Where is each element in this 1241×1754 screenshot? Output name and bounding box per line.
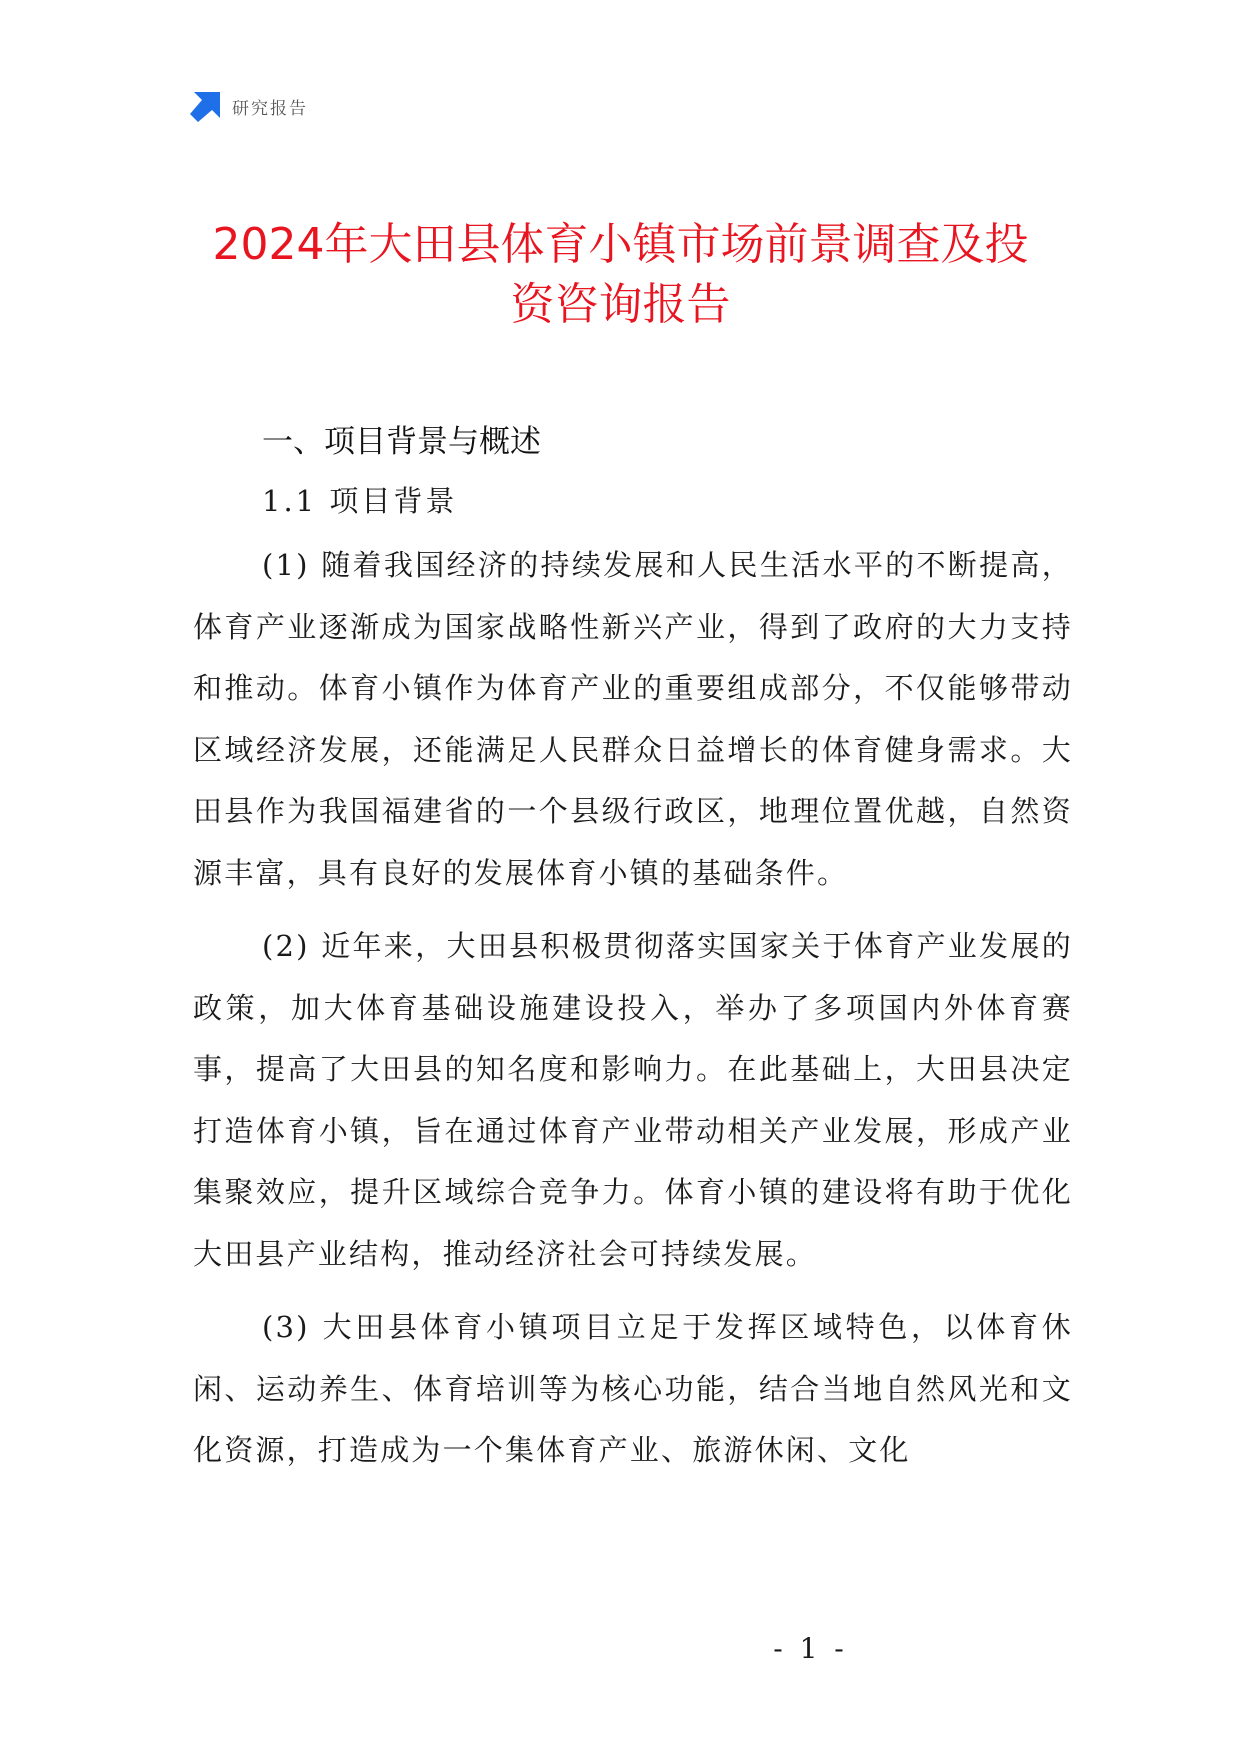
body-text <box>193 535 1073 1494</box>
title-line-2: 资咨询报告 <box>510 279 731 330</box>
report-header <box>190 90 308 122</box>
paragraph-1: (1) 随着我国经济的持续发展和人民生活水平的不断提高，体育产业逐渐成为国家战略性新兴产业，得到了政府的大力支持和推动。体育小镇作为体育产业的重要组成部分，不仅能够带动区域经济发展，还能满足人民群众日益增长的体育健身需求。大田县作为我国福建省的一个县级行政区，地理位置优越，自然资源丰富，具有良好的发展体育小镇的基础条件。 <box>193 548 1073 890</box>
paragraph-2: (2) 近年来，大田县积极贯彻落实国家关于体育产业发展的政策，加大体育基础设施建设投入，举办了多项国内外体育赛事，提高了大田县的知名度和影响力。在此基础上，大田县决定打造体育小镇，旨在通过体育产业带动相关产业发展，形成产业集聚效应，提升区域综合竞争力。体育小镇的建设将有助于优化大田县产业结构，推动经济社会可持续发展。 <box>193 929 1073 1271</box>
section-heading: 一、项目背景与概述 <box>262 424 541 460</box>
subsection-heading: 1.1 项目背景 <box>262 484 458 518</box>
header-label: 研究报告 <box>232 98 308 119</box>
arrow-up-right-icon <box>190 90 222 122</box>
paragraph-3: (3) 大田县体育小镇项目立足于发挥区域特色，以体育休闲、运动养生、体育培训等为核心功能，结合当地自然风光和文化资源，打造成为一个集体育产业、旅游休闲、文化 <box>193 1310 1073 1467</box>
title-line-1: 2024年大田县体育小镇市场前景调查及投 <box>212 219 1029 270</box>
document-title <box>150 215 1091 335</box>
page-number: - 1 - <box>773 1632 848 1665</box>
